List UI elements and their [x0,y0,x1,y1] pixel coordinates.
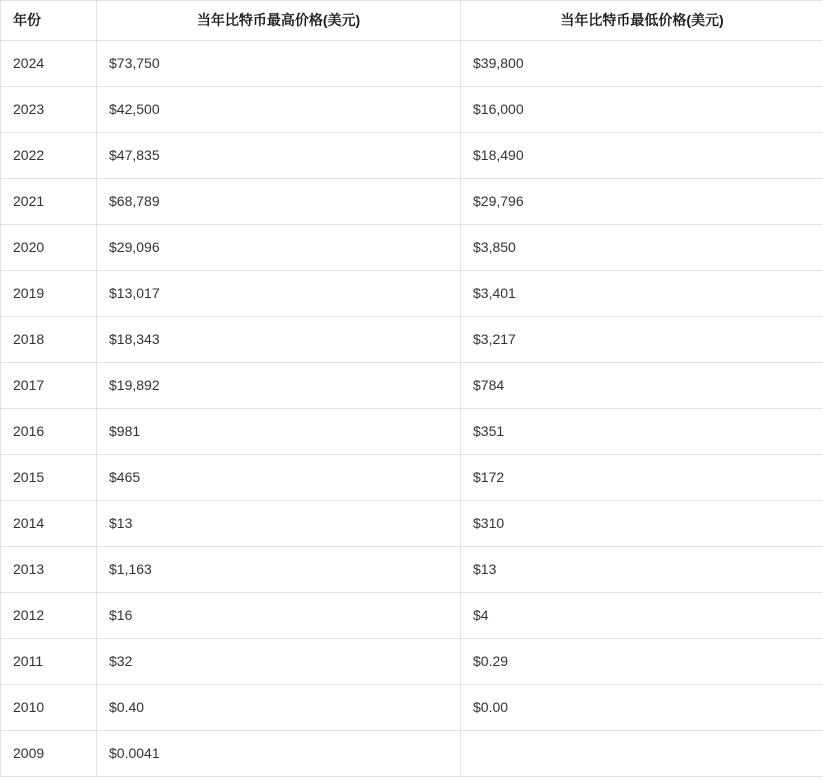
cell-high-price: $0.40 [97,685,461,731]
cell-high-price: $13 [97,501,461,547]
table-row [1,685,823,731]
cell-year: 2014 [1,501,97,547]
table-row [1,409,823,455]
cell-high-price: $68,789 [97,179,461,225]
cell-year: 2012 [1,593,97,639]
cell-high-price: $13,017 [97,271,461,317]
table-header [1,1,823,41]
cell-year: 2020 [1,225,97,271]
cell-high-price: $1,163 [97,547,461,593]
table-row [1,455,823,501]
cell-low-price: $0.00 [461,685,823,731]
cell-year: 2016 [1,409,97,455]
table-header-row [1,1,823,41]
cell-low-price: $39,800 [461,41,823,87]
table-row [1,363,823,409]
cell-year: 2024 [1,41,97,87]
cell-high-price: $32 [97,639,461,685]
cell-year: 2010 [1,685,97,731]
table-row [1,317,823,363]
cell-low-price [461,731,823,777]
cell-low-price: $351 [461,409,823,455]
cell-high-price: $19,892 [97,363,461,409]
table-row [1,133,823,179]
cell-low-price: $3,401 [461,271,823,317]
table-row [1,271,823,317]
table-body [1,41,823,777]
cell-year: 2021 [1,179,97,225]
cell-year: 2019 [1,271,97,317]
cell-low-price: $310 [461,501,823,547]
table-row [1,501,823,547]
cell-year: 2017 [1,363,97,409]
cell-high-price: $0.0041 [97,731,461,777]
cell-year: 2023 [1,87,97,133]
column-header-year: 年份 [1,1,97,41]
cell-high-price: $42,500 [97,87,461,133]
table-row [1,731,823,777]
cell-year: 2011 [1,639,97,685]
cell-year: 2018 [1,317,97,363]
cell-low-price: $4 [461,593,823,639]
cell-low-price: $0.29 [461,639,823,685]
cell-high-price: $73,750 [97,41,461,87]
cell-high-price: $465 [97,455,461,501]
cell-low-price: $29,796 [461,179,823,225]
table-row [1,179,823,225]
table-row [1,593,823,639]
cell-year: 2013 [1,547,97,593]
cell-low-price: $784 [461,363,823,409]
cell-low-price: $13 [461,547,823,593]
cell-low-price: $172 [461,455,823,501]
table-row [1,87,823,133]
cell-high-price: $29,096 [97,225,461,271]
cell-year: 2009 [1,731,97,777]
column-header-low-price: 当年比特币最低价格(美元) [461,1,823,41]
cell-high-price: $47,835 [97,133,461,179]
cell-high-price: $16 [97,593,461,639]
cell-high-price: $18,343 [97,317,461,363]
cell-low-price: $3,850 [461,225,823,271]
cell-low-price: $18,490 [461,133,823,179]
cell-high-price: $981 [97,409,461,455]
column-header-high-price: 当年比特币最高价格(美元) [97,1,461,41]
cell-low-price: $16,000 [461,87,823,133]
cell-low-price: $3,217 [461,317,823,363]
table-row [1,225,823,271]
table-row [1,41,823,87]
cell-year: 2015 [1,455,97,501]
table-row [1,639,823,685]
cell-year: 2022 [1,133,97,179]
table-row [1,547,823,593]
